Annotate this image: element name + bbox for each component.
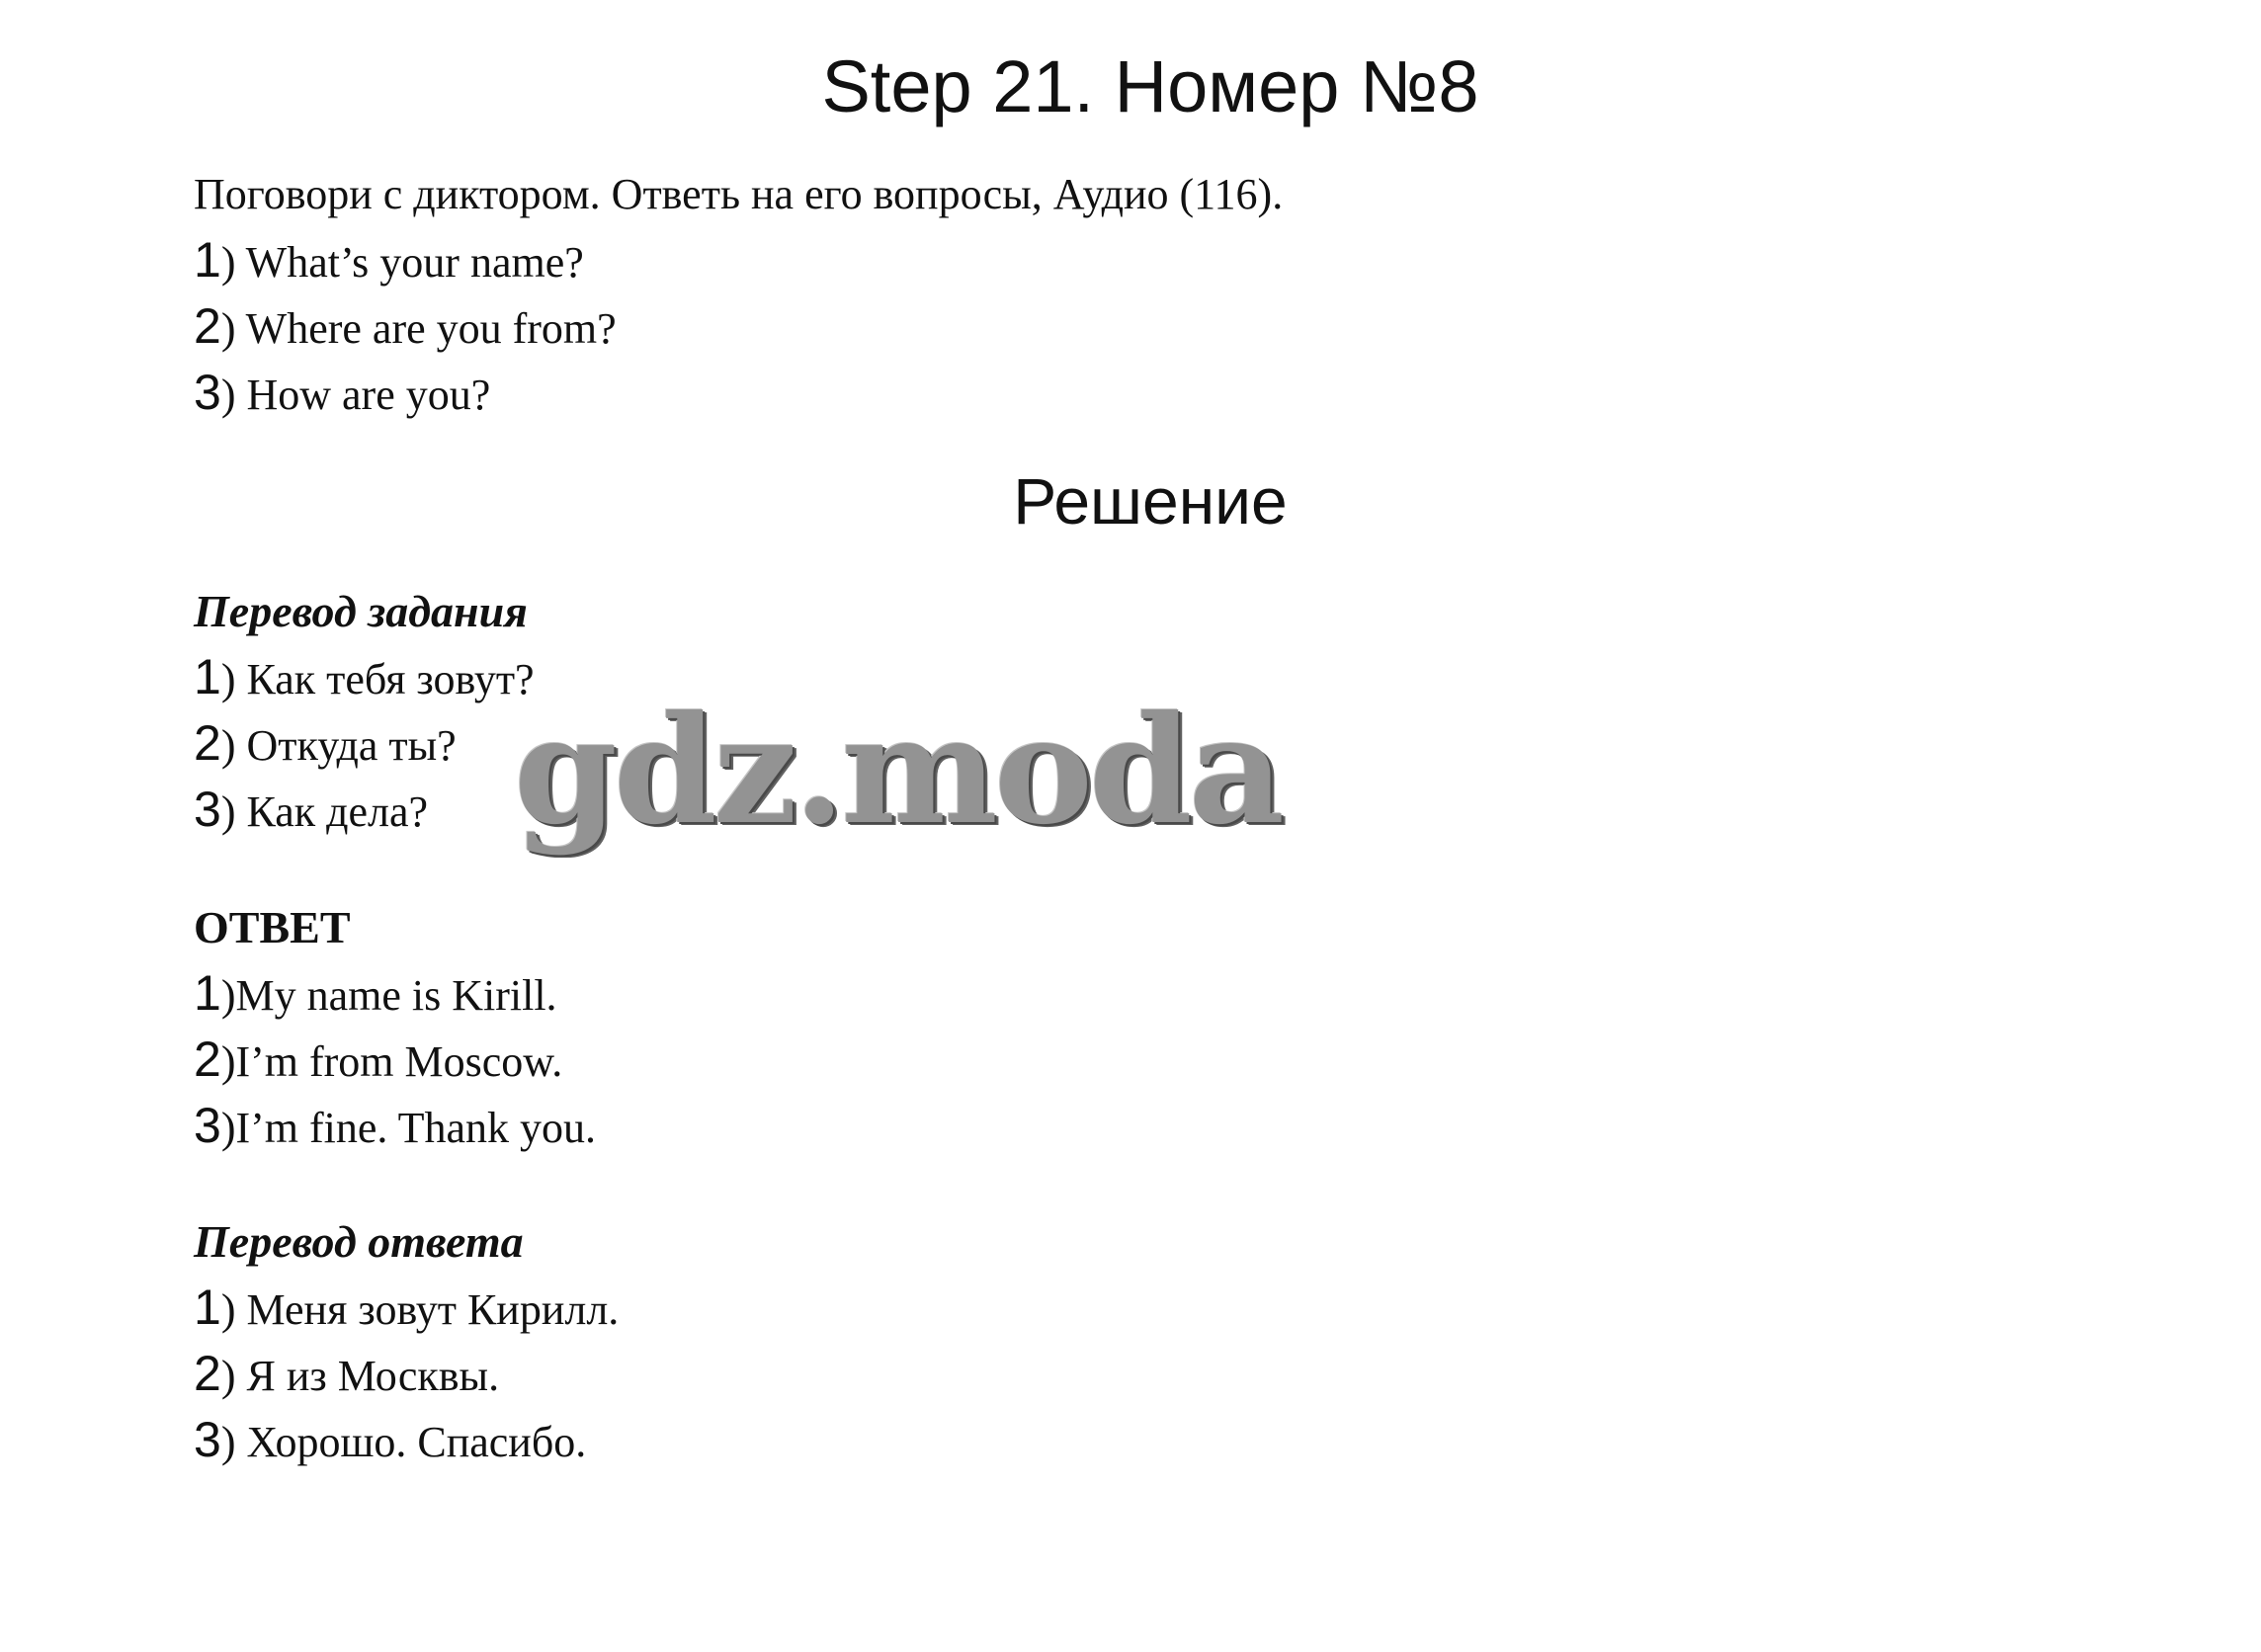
item-number: 1 xyxy=(194,649,221,704)
item-text: ) Откуда ты? xyxy=(220,721,457,770)
task-instruction: Поговори с диктором. Ответь на его вопросы, Аудио (116). xyxy=(194,170,1284,218)
translation-item-1 xyxy=(194,644,535,710)
item-number: 2 xyxy=(194,298,221,354)
item-text: ) Я из Москвы. xyxy=(220,1352,500,1400)
answer-item-2 xyxy=(194,1027,596,1093)
item-number: 3 xyxy=(194,365,221,420)
answer-translation-item-3 xyxy=(194,1407,619,1473)
item-number: 2 xyxy=(194,1032,221,1087)
item-text: )My name is Kirill. xyxy=(220,971,557,1020)
answer-translation-section xyxy=(194,1208,619,1473)
answer-translation-heading: Перевод ответа xyxy=(194,1216,524,1267)
item-number: 2 xyxy=(194,715,221,771)
item-number: 1 xyxy=(194,965,221,1021)
item-number: 2 xyxy=(194,1346,221,1401)
item-text: ) Where are you from? xyxy=(220,304,617,353)
solution-heading: Решение xyxy=(1013,464,1288,537)
item-text: )I’m from Moscow. xyxy=(220,1037,563,1086)
answer-heading: ОТВЕТ xyxy=(194,902,351,952)
answer-item-3 xyxy=(194,1093,596,1159)
translation-item-2 xyxy=(194,710,535,777)
item-number: 1 xyxy=(194,232,221,288)
task-item-3 xyxy=(194,360,1283,426)
item-text: ) How are you? xyxy=(220,371,491,419)
translation-item-3 xyxy=(194,777,535,843)
task-item-1 xyxy=(194,227,1283,293)
item-number: 1 xyxy=(194,1280,221,1335)
task-translation-section xyxy=(194,578,535,843)
item-number: 3 xyxy=(194,1098,221,1153)
task-translation-heading: Перевод задания xyxy=(194,586,528,636)
item-text: )I’m fine. Thank you. xyxy=(220,1104,597,1152)
task-section xyxy=(194,161,1283,426)
item-text: ) Как тебя зовут? xyxy=(220,655,535,703)
answer-translation-item-2 xyxy=(194,1341,619,1407)
task-item-2 xyxy=(194,293,1283,360)
answer-section xyxy=(194,894,596,1159)
item-number: 3 xyxy=(194,782,221,837)
item-text: ) What’s your name? xyxy=(220,238,584,287)
answer-item-1 xyxy=(194,960,596,1027)
item-number: 3 xyxy=(194,1412,221,1467)
answer-translation-item-1 xyxy=(194,1275,619,1341)
item-text: ) Меня зовут Кирилл. xyxy=(220,1285,620,1334)
page-title: Step 21. Номер №8 xyxy=(821,45,1479,127)
watermark-logo: gdz.moda xyxy=(514,684,1282,858)
item-text: ) Хорошо. Спасибо. xyxy=(220,1418,587,1466)
item-text: ) Как дела? xyxy=(220,787,429,836)
